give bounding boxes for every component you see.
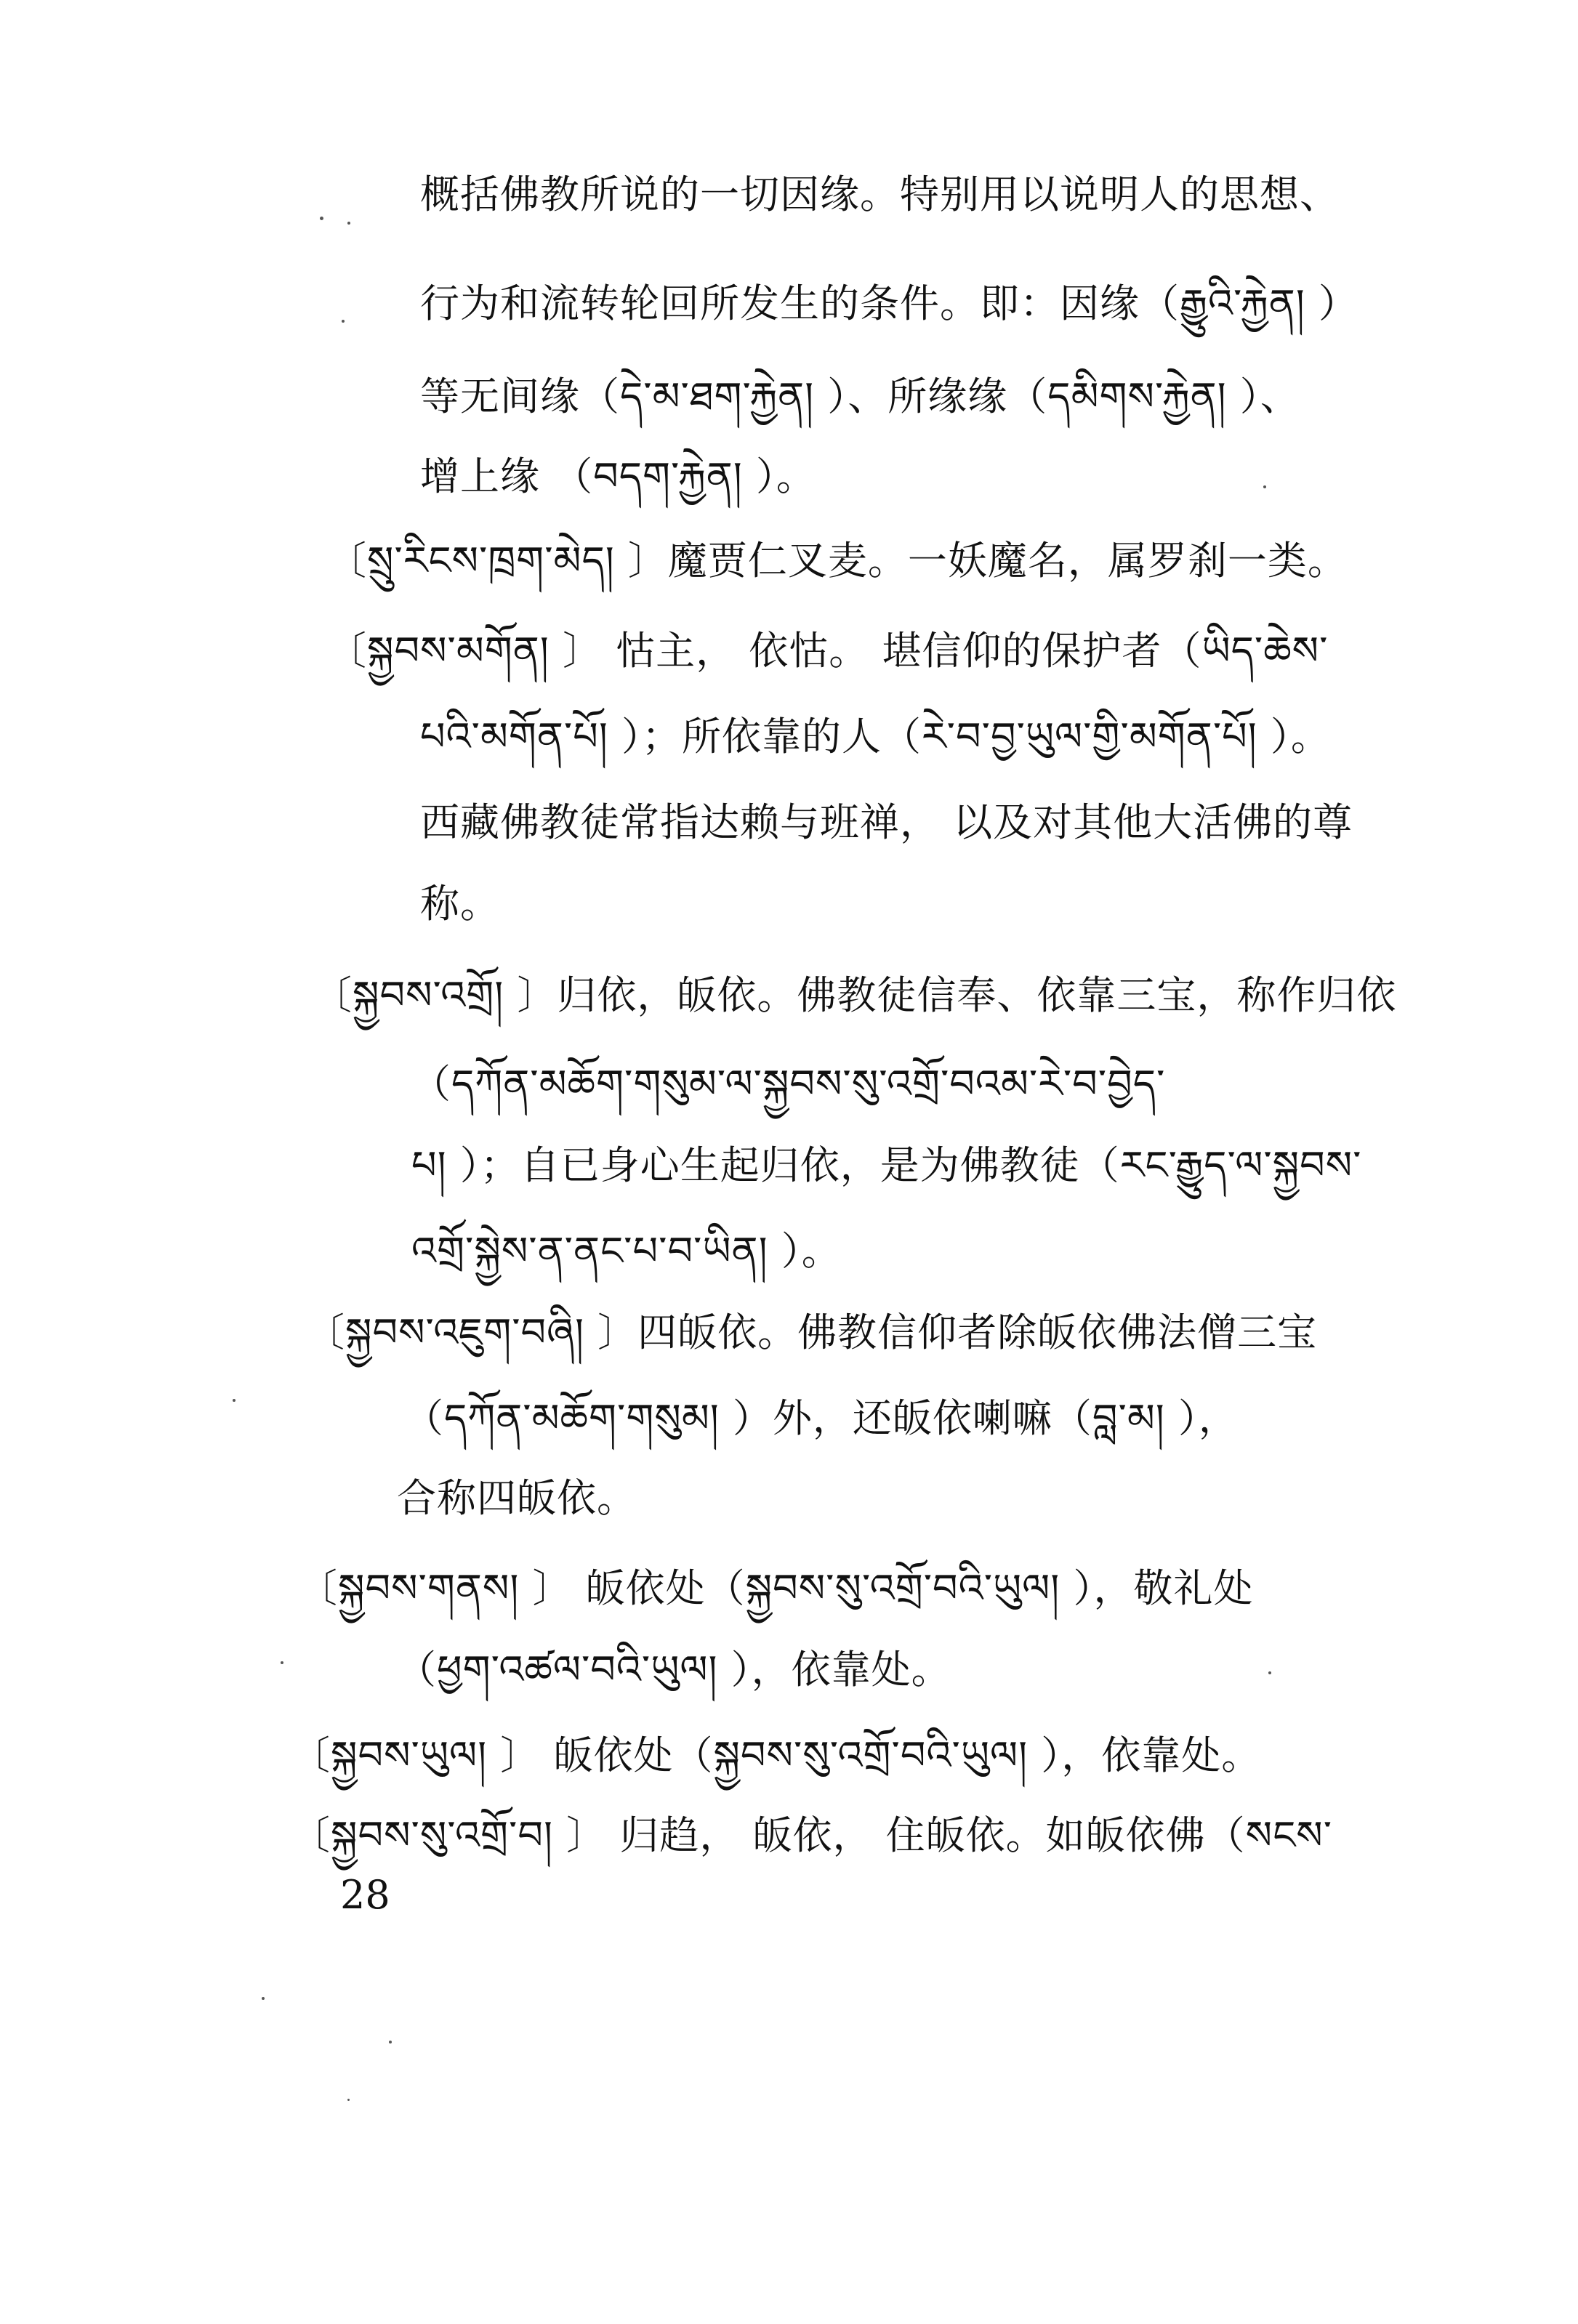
- text-line: པའི་མགོན་པོ། ）；所依靠的人（རེ་བ་བྱ་ཡུལ་གྱི་མགོན་པོ། ）。: [420, 714, 1331, 759]
- scan-speck: [347, 2099, 350, 2101]
- entry-line: 〔སྐྱབས་ཡུལ། 〕 皈依处（སྐྱབས་སུ་འགྲོ་བའི་ཡུལ། ），依靠处。: [291, 1732, 1262, 1778]
- scan-speck: [389, 2041, 392, 2043]
- scan-speck: [320, 217, 323, 220]
- scan-speck: [281, 1661, 283, 1664]
- scan-speck: [262, 1997, 265, 2000]
- scan-speck: [233, 1399, 236, 1402]
- entry-line: 〔སྐྱབས་སུ་འགྲོ་བ། 〕 归趋， 皈依， 住皈依。如皈依佛（སངས་: [291, 1812, 1333, 1858]
- text-line: （ཕྱག་འཚལ་བའི་ཡུལ། ），依靠处。: [397, 1647, 951, 1692]
- entry-line: 〔སྲུ་རིངས་ཁྲག་མེད། 〕魔贾仁叉麦。一妖魔名，属罗刹一类。: [327, 538, 1348, 584]
- entry-line: 〔སྐྱབས་གནས། 〕 皈依处（སྐྱབས་སུ་འགྲོ་བའི་ཡུལ། ），敬礼处: [298, 1565, 1254, 1611]
- page-number: 28: [340, 1872, 390, 1918]
- text-line: འགྲོ་སྐྱེས་ན་ནང་པ་བ་ཡིན། ）。: [411, 1228, 842, 1274]
- text-line: 增上缘 （བདག་རྐྱེན། ）。: [420, 453, 816, 499]
- text-line: 等无间缘（དེ་མ་ཐག་རྐྱེན། ）、所缘缘（དམིགས་རྐྱེན། ）、: [420, 374, 1300, 419]
- entry-line: 〔སྐྱབས་འགྲོ། 〕归依，皈依。佛教徒信奉、依靠三宝，称作归依: [313, 972, 1397, 1018]
- text-line: 概括佛教所说的一切因缘。特别用以说明人的思想、: [420, 172, 1340, 217]
- text-line: 称。: [420, 881, 500, 927]
- scan-speck: [342, 320, 345, 323]
- scan-speck: [1268, 1671, 1271, 1674]
- entry-line: 〔སྐྱབས་མགོན། 〕 怙主， 依怙。 堪信仰的保护者（ཡིད་ཆེས་: [327, 628, 1329, 674]
- text-line: 行为和流转轮回所发生的条件。即：因缘（རྒྱུའི་རྐྱེན། ）: [420, 281, 1358, 326]
- text-line: （དཀོན་མཆོག་གསུམ། ）外，还皈依喇嘛（བླ་མ། ），: [404, 1395, 1239, 1441]
- text-line: （དཀོན་མཆོག་གསུམ་ལ་སྐྱབས་སུ་འགྲོ་བའམ་རེ་བ་བྱེད་: [411, 1061, 1166, 1107]
- scan-speck: [1263, 485, 1266, 488]
- scan-speck: [347, 222, 350, 225]
- text-line: པ། ）；自已身心生起归依，是为佛教徒（རང་རྒྱུད་ལ་སྐྱབས་: [411, 1142, 1362, 1188]
- entry-line: 〔སྐྱབས་འཇུག་བཞི། 〕四皈依。佛教信仰者除皈依佛法僧三宝: [305, 1310, 1318, 1355]
- text-line: 合称四皈依。: [397, 1475, 637, 1521]
- text-line: 西藏佛教徒常指达赖与班禅， 以及对其他大活佛的尊: [420, 799, 1353, 845]
